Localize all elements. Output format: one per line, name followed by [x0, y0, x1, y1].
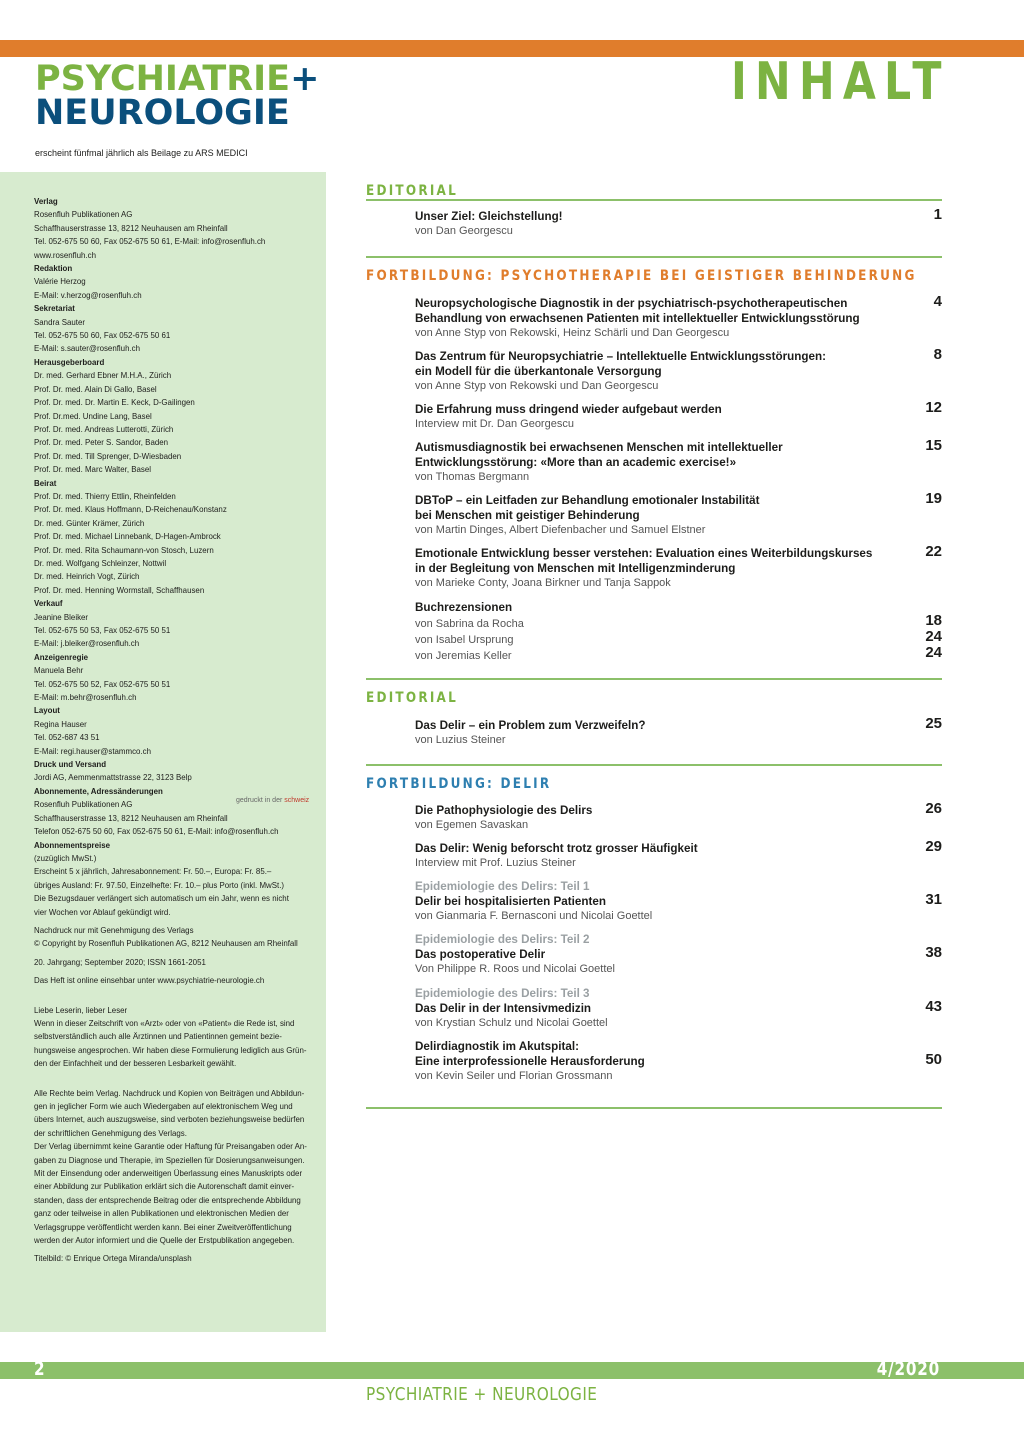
- entry-title: Delirdiagnostik im Akutspital:: [415, 1039, 579, 1053]
- entry-title: Eine interprofessionelle Herausforderung: [415, 1054, 645, 1068]
- reader-note-line: den der Einfachheit und der besseren Lesbarkeit gewählt.: [34, 1058, 237, 1069]
- toc-section-heading: EDITORIAL: [366, 183, 459, 199]
- imprint-line: E-Mail: s.sauter@rosenfluh.ch: [34, 343, 141, 354]
- entry-author: von Kevin Seiler und Florian Grossmann: [415, 1070, 613, 1082]
- reader-note-line: Wenn in dieser Zeitschrift von «Arzt» oder von «Patient» die Rede ist, sind: [34, 1017, 295, 1028]
- imprint-line: Erscheint 5 x jährlich, Jahresabonnement: Fr. 50.–, Europa: Fr. 85.–: [34, 866, 272, 877]
- entry-series: Epidemiologie des Delirs: Teil 1: [415, 879, 590, 893]
- page-number: 29: [925, 838, 942, 855]
- entry-title: Die Pathophysiologie des Delirs: [415, 803, 593, 817]
- entry-author: Von Philippe R. Roos und Nicolai Goettel: [415, 963, 615, 975]
- imprint-line: Rosenfluh Publikationen AG: [34, 799, 133, 810]
- entry-author: von Anne Styp von Rekowski und Dan Georgescu: [415, 380, 659, 392]
- toc-entry[interactable]: [415, 932, 905, 976]
- imprint-line: vier Wochen vor Ablauf gekündigt wird.: [34, 906, 171, 917]
- rights-line: gaben zu Diagnose und Therapie, im Speziellen für Dosierungsanweisungen.: [34, 1154, 305, 1165]
- imprint-heading: Verkauf: [34, 598, 63, 609]
- toc-entry[interactable]: [415, 402, 905, 431]
- toc-entry[interactable]: [415, 546, 905, 590]
- entry-author: Interview mit Prof. Luzius Steiner: [415, 857, 576, 869]
- divider: [366, 678, 942, 680]
- imprint-line: Die Bezugsdauer verlängert sich automatisch um ein Jahr, wenn es nicht: [34, 893, 289, 904]
- page-number: 19: [925, 490, 942, 507]
- page-number: 8: [933, 346, 942, 363]
- rights-line: standen, dass der entsprechende Beitrag oder die entsprechende Abbildung: [34, 1194, 301, 1205]
- entry-title: Behandlung von erwachsenen Patienten mit intellektueller Entwicklungsstörung: [415, 311, 860, 325]
- entry-title: Buchrezensionen: [415, 600, 513, 614]
- imprint: [34, 195, 324, 1266]
- divider: [366, 1107, 942, 1109]
- print-logo-text2: schweiz: [284, 797, 310, 804]
- entry-author: von Luzius Steiner: [415, 734, 506, 746]
- imprint-line: E-Mail: j.bleiker@rosenfluh.ch: [34, 638, 140, 649]
- entry-author: von Anne Styp von Rekowski, Heinz Schärli und Dan Georgescu: [415, 327, 730, 339]
- entry-title: Autismusdiagnostik bei erwachsenen Menschen mit intellektueller: [415, 440, 783, 454]
- divider: [366, 199, 942, 201]
- toc-entry[interactable]: [415, 1039, 905, 1083]
- entry-title: Das Delir in der Intensivmedizin: [415, 1001, 592, 1015]
- page-number: 15: [925, 437, 942, 454]
- imprint-heading: Sekretariat: [34, 303, 75, 314]
- toc-entry[interactable]: [415, 986, 905, 1030]
- entry-author: von Marieke Conty, Joana Birkner und Tanja Sappok: [415, 577, 671, 589]
- imprint-line: Sandra Sauter: [34, 316, 85, 327]
- entry-author: von Thomas Bergmann: [415, 471, 530, 483]
- entry-title: Das postoperative Delir: [415, 947, 546, 961]
- imprint-line: © Copyright by Rosenfluh Publikationen AG, 8212 Neuhausen am Rheinfall: [34, 938, 298, 949]
- imprint-line: Jordi AG, Aemmenmattstrasse 22, 3123 Belp: [34, 772, 192, 783]
- divider: [366, 256, 942, 258]
- imprint-line: Prof. Dr. med. Thierry Ettlin, Rheinfelden: [34, 490, 176, 501]
- toc-entry[interactable]: [415, 803, 905, 832]
- imprint-line: Prof. Dr. med. Dr. Martin E. Keck, D-Gailingen: [34, 397, 195, 408]
- entry-title: Das Delir – ein Problem zum Verzweifeln?: [415, 718, 646, 732]
- entry-title: Unser Ziel: Gleichstellung!: [415, 209, 563, 223]
- entry-title: bei Menschen mit geistiger Behinderung: [415, 508, 640, 522]
- rights-line: Alle Rechte beim Verlag. Nachdruck und Kopien von Beiträgen und Abbildun-: [34, 1087, 305, 1098]
- toc-entry[interactable]: [415, 296, 905, 340]
- rights-line: Der Verlag übernimmt keine Garantie oder Haftung für Preisangaben oder An-: [34, 1141, 307, 1152]
- rights-line: werden der Autor informiert und die Quelle der Erstpublikation angegeben.: [34, 1235, 295, 1246]
- logo-plus: +: [290, 59, 320, 99]
- bottom-color-bar: [0, 1362, 1024, 1379]
- imprint-line: Telefon 052-675 50 60, Fax 052-675 50 61, E-Mail: info@rosenfluh.ch: [34, 826, 279, 837]
- imprint-line: Dr. med. Günter Krämer, Zürich: [34, 517, 145, 528]
- toc-entry[interactable]: [415, 209, 905, 238]
- imprint-line: Das Heft ist online einsehbar unter www.psychiatrie-neurologie.ch: [34, 975, 265, 986]
- cover-credit: Titelbild: © Enrique Ortega Miranda/unsplash: [34, 1253, 192, 1264]
- printed-in-switzerland-logo: [236, 797, 309, 804]
- imprint-line: Tel. 052-675 50 60, Fax 052-675 50 61: [34, 330, 171, 341]
- rights-line: ganz oder teilweise in allen Publikationen und elektronischen Medien der: [34, 1208, 289, 1219]
- entry-title: Entwicklungsstörung: «More than an academic exercise!»: [415, 455, 737, 469]
- imprint-heading: Abonnementspreise: [34, 839, 111, 850]
- page-number: 43: [925, 998, 942, 1015]
- page-number: 26: [925, 800, 942, 817]
- page-number: 50: [925, 1051, 942, 1068]
- entry-series: Epidemiologie des Delirs: Teil 3: [415, 986, 590, 1000]
- imprint-line: Manuela Behr: [34, 665, 84, 676]
- imprint-line: Prof. Dr. med. Klaus Hoffmann, D-Reichenau/Konstanz: [34, 504, 227, 515]
- imprint-heading: Herausgeberboard: [34, 356, 105, 367]
- entry-title: Neuropsychologische Diagnostik in der psychiatrisch-psychotherapeutischen: [415, 296, 848, 310]
- toc-entry[interactable]: [415, 440, 905, 484]
- divider: [366, 764, 942, 766]
- imprint-line: Prof. Dr. med. Till Sprenger, D-Wiesbaden: [34, 450, 182, 461]
- imprint-heading: Verlag: [34, 196, 58, 206]
- logo-line2: NEUROLOGIE: [35, 93, 290, 133]
- toc-entry[interactable]: [415, 879, 905, 923]
- print-logo-text: gedruckt in der: [236, 797, 283, 804]
- imprint-line: übriges Ausland: Fr. 97.50, Einzelhefte: Fr. 10.– plus Porto (inkl. MwSt.): [34, 879, 285, 890]
- footer-page-number: 2: [34, 1358, 45, 1380]
- page-number: 4: [933, 293, 942, 310]
- entry-title: ein Modell für die überkantonale Versorgung: [415, 364, 662, 378]
- imprint-line: Prof. Dr.med. Undine Lang, Basel: [34, 410, 152, 421]
- entry-title: Emotionale Entwicklung besser verstehen: Evaluation eines Weiterbildungskurses: [415, 546, 873, 560]
- reader-note-line: selbstverständlich auch alle Ärztinnen und Patientinnen gemeint bezie-: [34, 1031, 282, 1042]
- page-number: 22: [925, 543, 942, 560]
- entry-title: Das Delir: Wenig beforscht trotz grosser Häufigkeit: [415, 841, 698, 855]
- entry-author: von Jeremias Keller: [415, 650, 512, 662]
- toc-section-heading: FORTBILDUNG: PSYCHOTHERAPIE BEI GEISTIGER BEHINDERUNG: [366, 268, 917, 284]
- imprint-line: Tel. 052-687 43 51: [34, 732, 100, 743]
- imprint-heading: Anzeigenregie: [34, 651, 89, 662]
- toc-section-heading: EDITORIAL: [366, 690, 459, 706]
- toc-entry[interactable]: [415, 493, 905, 537]
- footer-journal-name: PSYCHIATRIE + NEUROLOGIE: [366, 1384, 598, 1405]
- imprint-line: Jeanine Bleiker: [34, 611, 89, 622]
- rights-line: der schriftlichen Genehmigung des Verlags.: [34, 1127, 187, 1138]
- imprint-heading: Beirat: [34, 477, 57, 488]
- imprint-line: Rosenfluh Publikationen AG: [34, 209, 133, 220]
- page-number: 24: [925, 628, 942, 645]
- footer-issue: 4/2020: [876, 1358, 940, 1380]
- imprint-line: (zuzüglich MwSt.): [34, 852, 97, 863]
- imprint-line: E-Mail: m.behr@rosenfluh.ch: [34, 692, 137, 703]
- imprint-line: E-Mail: v.herzog@rosenfluh.ch: [34, 289, 142, 300]
- imprint-line: Prof. Dr. med. Peter S. Sandor, Baden: [34, 437, 169, 448]
- imprint-line: Prof. Dr. med. Rita Schaumann-von Stosch, Luzern: [34, 544, 214, 555]
- entry-title: in der Begleitung von Menschen mit Intelligenzminderung: [415, 561, 736, 575]
- toc-entry[interactable]: [415, 841, 905, 870]
- imprint-heading: Abonnemente, Adressänderungen: [34, 785, 163, 796]
- section-title: INHALT: [731, 52, 950, 112]
- imprint-line: Schaffhauserstrasse 13, 8212 Neuhausen am Rheinfall: [34, 222, 228, 233]
- entry-author: von Gianmaria F. Bernasconi und Nicolai Goettel: [415, 910, 653, 922]
- entry-author: von Egemen Savaskan: [415, 819, 529, 831]
- imprint-line: Tel. 052-675 50 53, Fax 052-675 50 51: [34, 625, 171, 635]
- imprint-line: Prof. Dr. med. Marc Walter, Basel: [34, 464, 152, 475]
- entry-author: von Martin Dinges, Albert Diefenbacher und Samuel Elstner: [415, 524, 706, 536]
- imprint-line: Regina Hauser: [34, 718, 87, 729]
- page-number: 38: [925, 944, 942, 961]
- rights-line: einer Abbildung zur Publikation erklärt sich die Autorenschaft damit einver-: [34, 1181, 295, 1192]
- entry-title: Die Erfahrung muss dringend wieder aufgebaut werden: [415, 402, 722, 416]
- imprint-heading: Redaktion: [34, 263, 73, 274]
- toc-entry[interactable]: [415, 718, 905, 747]
- journal-logo: [35, 59, 320, 133]
- entry-author: Interview mit Dr. Dan Georgescu: [415, 418, 574, 430]
- tagline: erscheint fünfmal jährlich als Beilage zu ARS MEDICI: [35, 148, 248, 158]
- reader-note-line: Liebe Leserin, lieber Leser: [34, 1004, 128, 1015]
- imprint-line: Dr. med. Wolfgang Schleinzer, Nottwil: [34, 557, 167, 568]
- imprint-heading: Layout: [34, 705, 60, 716]
- entry-author: von Dan Georgescu: [415, 225, 513, 237]
- entry-author: von Isabel Ursprung: [415, 634, 514, 646]
- page-number: 1: [933, 206, 942, 223]
- imprint-line: 20. Jahrgang; September 2020; ISSN 1661-2051: [34, 956, 206, 967]
- imprint-line: Dr. med. Heinrich Vogt, Zürich: [34, 571, 140, 582]
- imprint-line: Nachdruck nur mit Genehmigung des Verlags: [34, 924, 194, 935]
- toc-entry[interactable]: [415, 349, 905, 393]
- entry-author: von Sabrina da Rocha: [415, 618, 524, 630]
- entry-author: von Krystian Schulz und Nicolai Goettel: [415, 1017, 608, 1029]
- imprint-line: www.rosenfluh.ch: [34, 249, 96, 260]
- imprint-line: E-Mail: regi.hauser@stammco.ch: [34, 745, 151, 756]
- page-number: 24: [925, 644, 942, 661]
- imprint-line: Prof. Dr. med. Alain Di Gallo, Basel: [34, 383, 157, 394]
- rights-line: übers Internet, auch auszugsweise, sind verboten beziehungsweise bedürfen: [34, 1114, 305, 1125]
- imprint-line: Tel. 052-675 50 52, Fax 052-675 50 51: [34, 678, 171, 689]
- entry-title: Delir bei hospitalisierten Patienten: [415, 894, 606, 908]
- page-number: 12: [925, 399, 942, 416]
- rights-line: Mit der Einsendung oder anderweitigen Überlassung eines Manuskripts oder: [34, 1168, 303, 1179]
- rights-line: gen in jeglicher Form wie auch Wiedergaben auf elektronischem Weg und: [34, 1101, 293, 1111]
- imprint-line: Schaffhauserstrasse 13, 8212 Neuhausen am Rheinfall: [34, 812, 228, 823]
- toc-entry[interactable]: [415, 600, 905, 663]
- imprint-line: Prof. Dr. med. Michael Linnebank, D-Hagen-Ambrock: [34, 531, 221, 542]
- imprint-line: Valérie Herzog: [34, 276, 86, 287]
- imprint-line: Tel. 052-675 50 60, Fax 052-675 50 61, E-Mail: info@rosenfluh.ch: [34, 236, 266, 247]
- reader-note-line: hungsweise angesprochen. Wir haben diese Formulierung lediglich aus Grün-: [34, 1044, 307, 1055]
- page-number: 25: [925, 715, 942, 732]
- toc-section-heading: FORTBILDUNG: DELIR: [366, 776, 552, 792]
- logo-line1: PSYCHIATRIE: [35, 59, 291, 99]
- page-number: 31: [925, 891, 942, 908]
- entry-title: Das Zentrum für Neuropsychiatrie – Intellektuelle Entwicklungsstörungen:: [415, 349, 826, 363]
- rights-line: Verlagsgruppe veröffentlicht werden kann. Bei einer Zweitveröffentlichung: [34, 1221, 292, 1232]
- imprint-line: Prof. Dr. med. Henning Wormstall, Schaffhausen: [34, 584, 205, 595]
- entry-title: DBToP – ein Leitfaden zur Behandlung emotionaler Instabilität: [415, 493, 760, 507]
- page-number: 18: [925, 612, 942, 629]
- imprint-heading: Druck und Versand: [34, 759, 107, 770]
- entry-series: Epidemiologie des Delirs: Teil 2: [415, 932, 590, 946]
- imprint-line: Dr. med. Gerhard Ebner M.H.A., Zürich: [34, 370, 172, 381]
- imprint-line: Prof. Dr. med. Andreas Lutterotti, Zürich: [34, 423, 174, 434]
